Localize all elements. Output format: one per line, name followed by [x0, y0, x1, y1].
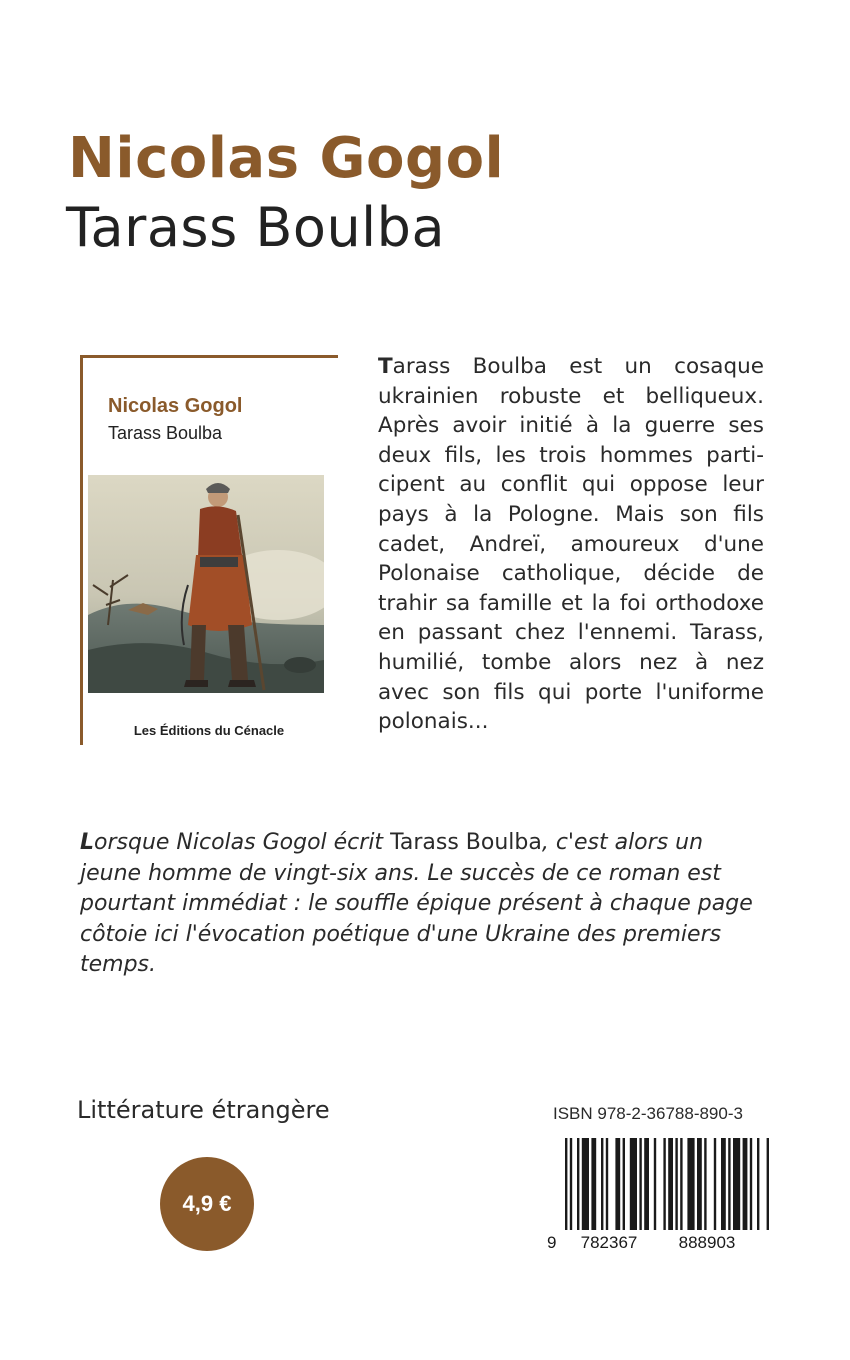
barcode-right-group: 888903 — [678, 1233, 736, 1250]
barcode-bar — [570, 1138, 572, 1230]
price-badge: 4,9 € — [160, 1157, 254, 1251]
barcode-left-group: 782367 — [580, 1233, 638, 1250]
barcode-bar — [721, 1138, 726, 1230]
barcode-bar — [757, 1138, 759, 1230]
front-cover-thumbnail — [80, 355, 338, 745]
book-title: Tarass Boulba — [66, 196, 446, 259]
barcode-bar — [577, 1138, 579, 1230]
barcode-first-digit: 9 — [547, 1233, 557, 1250]
barcode-bar — [750, 1138, 752, 1230]
barcode-bar — [615, 1138, 620, 1230]
barcode — [545, 1138, 770, 1250]
cover-accent-top — [80, 355, 338, 358]
barcode-bar — [644, 1138, 649, 1230]
note-text-start: orsque Nicolas Gogol écrit — [94, 830, 391, 855]
barcode-bar — [582, 1138, 589, 1230]
note-text-end: , c'est alors un jeune homme de vingt-six ans. Le succès de ce roman est pourtant immédiat : le souffle épique présent à chaque page côtoie ici l'évocation poétique d'une Ukraine des premiers temps. — [80, 830, 753, 977]
note-book-title: Tarass Boulba — [390, 830, 542, 855]
synopsis-text: arass Boulba est un cosaque ukrainien robuste et belliqueux. Après avoir initié à la guerre ses deux fils, les trois hommes participent au conflit qui oppose leur pays à la Pologne. Mais son fils cadet, Andreï, amoureux d'une Polonaise catholique, décide de trahir sa famille et la foi orthodoxe en passant chez l'ennemi. Tarass, humilié, tombe alors nez à nez avec son fils qui porte l'uniforme polonais... — [378, 354, 764, 735]
cossack-painting-image — [88, 475, 324, 693]
barcode-bars — [565, 1138, 769, 1230]
barcode-bar — [680, 1138, 682, 1230]
thumbnail-title: Tarass Boulba — [108, 423, 223, 443]
barcode-bar — [623, 1138, 625, 1230]
barcode-bar — [687, 1138, 694, 1230]
barcode-bar — [714, 1138, 716, 1230]
barcode-bar — [565, 1138, 567, 1230]
barcode-bar — [606, 1138, 608, 1230]
cover-accent-left — [80, 355, 83, 745]
barcode-bar — [733, 1138, 740, 1230]
author-note-paragraph — [80, 828, 770, 981]
barcode-bar — [654, 1138, 656, 1230]
isbn-label: ISBN 978-2-36788-890-3 — [553, 1104, 743, 1123]
barcode-bar — [630, 1138, 637, 1230]
synopsis-paragraph — [378, 352, 764, 737]
author-name: Nicolas Gogol — [68, 126, 505, 191]
barcode-bar — [668, 1138, 673, 1230]
barcode-bar — [704, 1138, 706, 1230]
barcode-bar — [675, 1138, 677, 1230]
genre-label: Littérature étrangère — [77, 1096, 330, 1124]
barcode-bar — [767, 1138, 769, 1230]
thumbnail-publisher: Les Éditions du Cénacle — [133, 723, 285, 738]
barcode-bar — [639, 1138, 641, 1230]
thumbnail-author: Nicolas Gogol — [108, 395, 243, 417]
barcode-bar — [743, 1138, 748, 1230]
barcode-bar — [697, 1138, 702, 1230]
barcode-bar — [663, 1138, 665, 1230]
barcode-bar — [601, 1138, 603, 1230]
note-lead-letter: L — [80, 830, 95, 855]
barcode-bar — [728, 1138, 730, 1230]
synopsis-lead-letter: T — [378, 354, 393, 379]
barcode-bar — [591, 1138, 596, 1230]
